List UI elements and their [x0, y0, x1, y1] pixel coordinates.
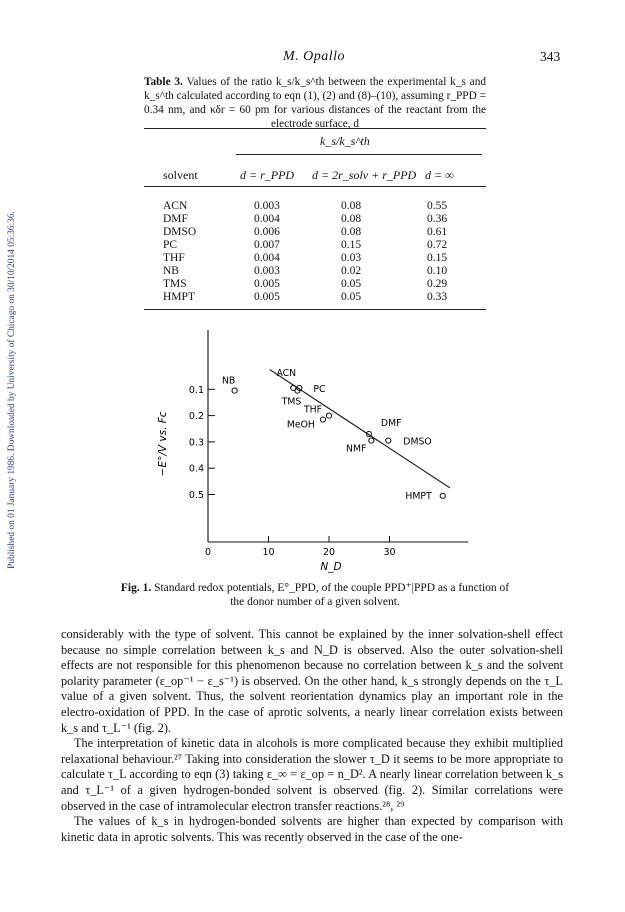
table-caption: [144, 75, 486, 131]
table-row: [0, 239, 625, 252]
x-tick-label: 30: [383, 547, 396, 558]
cell-d3: 0.36: [427, 213, 448, 225]
figure-1: [150, 320, 480, 585]
cell-solvent: DMSO: [163, 226, 197, 238]
column-header-d1: d = r_PPD: [240, 168, 295, 182]
figure-caption-label: Fig. 1.: [120, 582, 152, 594]
data-point: [326, 413, 331, 418]
column-header-d2: d = 2r_solv + r_PPD: [312, 168, 417, 182]
y-tick-label: 0.1: [188, 384, 204, 396]
page-number: 343: [540, 49, 561, 64]
table-group-header: k_s/k_s^th: [320, 134, 370, 148]
cell-d1: 0.007: [254, 239, 280, 251]
cell-d3: 0.72: [427, 239, 448, 251]
scatter-plot: [150, 320, 480, 585]
table-row: [0, 278, 625, 291]
table-row: [0, 226, 625, 239]
cell-d2: 0.05: [341, 291, 362, 303]
data-point-label: DMSO: [403, 436, 432, 448]
running-header: [0, 49, 625, 69]
cell-d3: 0.29: [427, 278, 448, 290]
data-point: [386, 438, 391, 443]
cell-solvent: TMS: [163, 278, 187, 290]
data-point-label: ACN: [276, 367, 297, 379]
table-row: [0, 291, 625, 304]
cell-d1: 0.003: [254, 200, 280, 212]
data-point-label: TMS: [281, 396, 302, 408]
table-row: [0, 200, 625, 213]
data-point: [369, 438, 374, 443]
cell-d2: 0.08: [341, 226, 362, 238]
table-header-rule: [144, 186, 486, 187]
table-row: [0, 252, 625, 265]
data-point-label: DMF: [380, 418, 402, 430]
cell-d1: 0.004: [254, 252, 280, 264]
paragraph: The values of k_s in hydrogen-bonded solvents are higher than expected by comparison with kinetic data in aprotic solvents. This was recently observed in the case of the one-: [61, 814, 563, 844]
cell-d2: 0.02: [341, 265, 362, 277]
cell-d3: 0.33: [427, 291, 448, 303]
figure-caption: [118, 581, 512, 609]
cell-d3: 0.15: [427, 252, 448, 264]
cell-d2: 0.05: [341, 278, 362, 290]
cell-d1: 0.003: [254, 265, 280, 277]
figure-caption-text: Standard redox potentials, E°_PPD, of the couple PPD⁺|PPD as a function of the donor number of a given solvent.: [151, 582, 510, 608]
y-tick-label: 0.3: [188, 437, 204, 449]
cell-solvent: THF: [163, 252, 185, 264]
cell-solvent: PC: [163, 239, 178, 251]
cell-d3: 0.61: [427, 226, 448, 238]
cell-solvent: HMPT: [163, 291, 195, 303]
table-row: [0, 213, 625, 226]
y-tick-label: 0.5: [188, 490, 204, 501]
cell-solvent: DMF: [163, 213, 188, 225]
data-point: [232, 388, 237, 393]
data-point-label: MeOH: [286, 419, 315, 431]
table-bottom-rule: [144, 309, 486, 310]
cell-d2: 0.15: [341, 239, 362, 251]
axis-ticks: [189, 385, 396, 558]
column-header-solvent: solvent: [163, 168, 198, 182]
data-point-label: NMF: [346, 443, 367, 455]
y-tick-label: 0.4: [188, 463, 204, 475]
table-row: [0, 265, 625, 278]
data-point: [320, 417, 325, 422]
body-text: [61, 627, 563, 845]
x-tick-label: 20: [322, 547, 336, 558]
cell-d2: 0.08: [341, 213, 362, 225]
watermark-text: Published on 01 January 1986. Downloaded by University of Chicago on 30/10/2014 05:36:36.: [7, 211, 17, 569]
data-points: [222, 368, 445, 502]
table-top-rule: [144, 128, 486, 129]
table-caption-label: Table 3.: [144, 76, 183, 88]
data-point: [440, 493, 445, 498]
x-axis-label: N_D: [320, 561, 342, 573]
paragraph: considerably with the type of solvent. This cannot be explained by the inner solvation-shell effect because no simple correlation between k_s and N_D is observed. Also the outer solvation-shell effects are not responsible for this phenomenon because no correlation between k_s and the solvent polarity parameter (ε_op⁻¹ − ε_s⁻¹) is observed. On the other hand, k_s strongly depends on the τ_L value of a given solvent. Thus, the solvent reorientation dynamics play an important role in the electro-oxidation of PPD. In the case of aprotic solvents, a nearly linear correlation exists between k_s and τ_L⁻¹ (fig. 2).: [61, 627, 563, 735]
cell-d2: 0.08: [341, 200, 362, 212]
cell-d2: 0.03: [341, 252, 362, 264]
paragraph: The interpretation of kinetic data in alcohols is more complicated because they exhibit multiplied relaxational behaviour.²⁷ Taking into consideration the slower τ_D it seems to be more appropriate to calculate τ_L according to eqn (3) taking ε_∞ = ε_op = n_D². A nearly linear correlation between k_s and τ_L⁻¹ of a given hydrogen-bonded solvent is observed (fig. 2). Similar correlations were observed in the case of intramolecular electron transfer reactions.²⁸, ²⁹: [61, 736, 563, 813]
cell-d3: 0.55: [427, 200, 448, 212]
x-tick-label: 0: [204, 547, 212, 558]
cell-solvent: ACN: [163, 200, 188, 212]
table-caption-text: Values of the ratio k_s/k_s^th between the experimental k_s and k_s^th calculated according to eqn (1), (2) and (8)–(10), assuming r_PPD = 0.34 nm, and κδr = 60 pm for various distances of the reactant from the electrode surface, d: [144, 76, 486, 130]
x-tick-label: 10: [262, 547, 275, 558]
cell-d1: 0.004: [254, 213, 280, 225]
cell-d1: 0.006: [254, 226, 280, 238]
cell-solvent: NB: [163, 265, 179, 277]
data-point-label: HMPT: [405, 490, 432, 502]
cell-d1: 0.005: [254, 291, 280, 303]
data-point-label: PC: [313, 383, 326, 395]
table-group-rule: [236, 154, 482, 155]
cell-d3: 0.10: [427, 265, 448, 277]
data-point-label: NB: [221, 375, 236, 387]
data-point-label: THF: [303, 404, 322, 416]
y-axis-label: −E°/V vs. Fc: [157, 411, 169, 477]
column-header-d3: d = ∞: [425, 168, 454, 182]
running-author: M. Opallo: [283, 49, 346, 64]
cell-d1: 0.005: [254, 278, 280, 290]
y-tick-label: 0.2: [188, 411, 204, 423]
